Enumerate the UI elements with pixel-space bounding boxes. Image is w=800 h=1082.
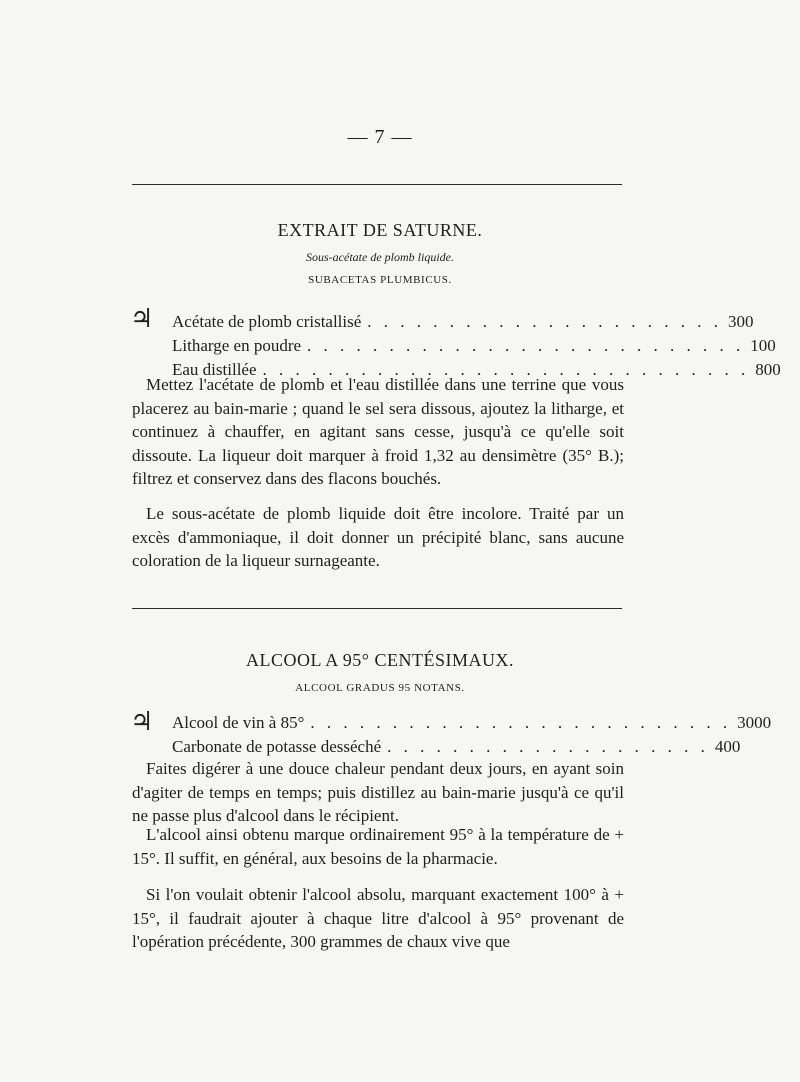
body-paragraph: L'alcool ainsi obtenu marque ordinairement 95° à la température de + 15°. Il suffit, en général, aux besoins de la pharmacie. <box>132 825 624 868</box>
ingredient-name: Carbonate de potasse desséché <box>172 737 382 756</box>
ingredient-line <box>172 310 754 334</box>
body-paragraph: Si l'on voulait obtenir l'alcool absolu, marquant exactement 100° à + 15°, il faudrait ajouter à chaque litre d'alcool à 95° provenant de l'opération précédente, 300 grammes de chaux vive que <box>132 885 624 951</box>
leader-dots: . . . . . . . . . . . . . . . . . . . . . . . . . . . . . . <box>262 360 750 379</box>
ingredient-name: Acétate de plomb cristallisé <box>172 312 362 331</box>
leader-dots: . . . . . . . . . . . . . . . . . . . . <box>387 737 709 756</box>
ingredient-quantity: 800 <box>755 360 781 379</box>
body-paragraph: Le sous-acétate de plomb liquide doit être incolore. Traité par un excès d'ammoniaque, il doit donner un précipité blanc, sans aucune coloration de la liqueur surnageante. <box>132 504 624 570</box>
ingredient-name: Alcool de vin à 85° <box>172 713 305 732</box>
latin-name: SUBACETAS PLUMBICUS. <box>308 274 452 286</box>
latin-name: ALCOOL GRADUS 95 NOTANS. <box>295 682 465 694</box>
ingredient-name: Eau distillée <box>172 360 257 379</box>
recipe-symbol-icon: ♃ <box>130 304 154 333</box>
body-paragraph: Mettez l'acétate de plomb et l'eau distillée dans une terrine que vous placerez au bain-marie ; quand le sel sera dissous, ajoutez la litharge, et continuez à chauffer, en agitant sans cesse, jusqu'à ce qu'elle soit dissoute. La liqueur doit marquer à froid 1,32 au densimètre (35° B.); filtrez et conservez dans des flacons bouchés. <box>132 375 624 488</box>
ingredient-line <box>172 711 772 735</box>
ingredient-line <box>172 334 776 358</box>
section-title-alcool: ALCOOL A 95° CENTÉSIMAUX. <box>245 650 515 670</box>
body-paragraph: Faites digérer à une douce chaleur pendant deux jours, en ayant soin d'agiter de temps en temps; puis distillez au bain-marie jusqu'à ce qu'il ne passe plus d'alcool dans le récipient. <box>132 759 624 825</box>
ingredient-quantity: 300 <box>728 312 754 331</box>
leader-dots: . . . . . . . . . . . . . . . . . . . . . . <box>367 312 723 331</box>
ingredient-quantity: 100 <box>750 336 776 355</box>
ingredient-line <box>172 735 741 759</box>
section-title-extrait-de-saturne: EXTRAIT DE SATURNE. <box>277 220 483 240</box>
page-number: — 7 — <box>347 126 413 148</box>
ingredient-quantity: 400 <box>714 737 741 756</box>
section-divider-top <box>132 184 622 185</box>
recipe-symbol-icon: ♃ <box>130 707 154 736</box>
leader-dots: . . . . . . . . . . . . . . . . . . . . . . . . . . . <box>307 336 745 355</box>
leader-dots: . . . . . . . . . . . . . . . . . . . . . . . . . . <box>310 713 732 732</box>
section-subtitle: Sous-acétate de plomb liquide. <box>306 250 454 264</box>
section-divider <box>132 608 622 609</box>
ingredient-name: Litharge en poudre <box>172 336 302 355</box>
ingredient-quantity: 3000 <box>737 713 772 732</box>
